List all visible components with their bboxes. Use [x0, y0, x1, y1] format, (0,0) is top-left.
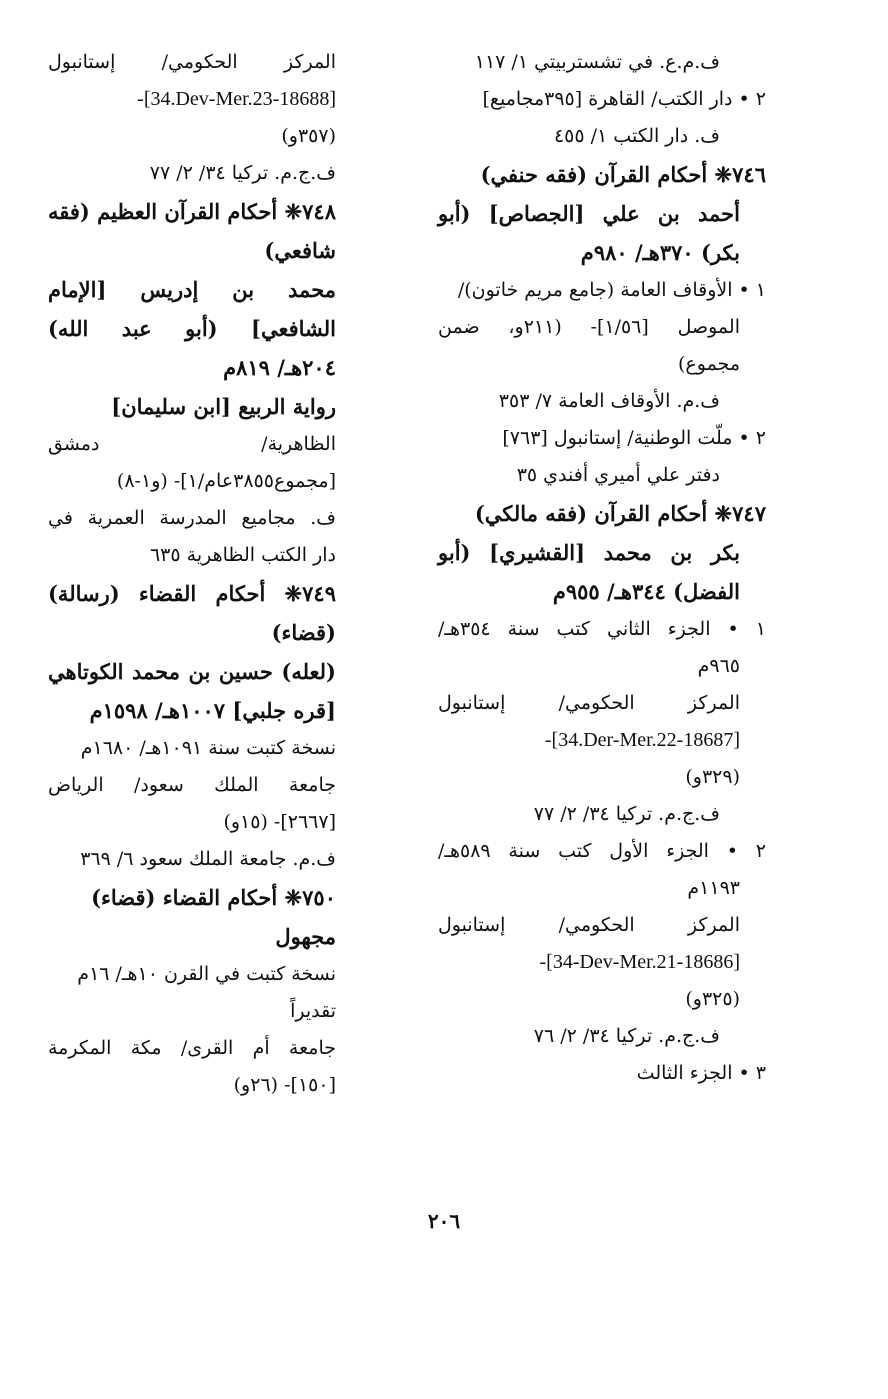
catalog-line: ٢٠٤هـ/ ٨١٩م: [223, 355, 336, 380]
catalog-line: ف.م.ع. في تشستربيتي ١/ ١١٧: [474, 51, 720, 73]
catalog-line: دار الكتب الظاهرية ٦٣٥: [149, 544, 336, 566]
catalog-line: ٧٥٠❈ أحكام القضاء (قضاء): [91, 885, 336, 910]
catalog-line: -[34-Dev-Mer.21-18686]: [539, 951, 740, 973]
catalog-line: ٧٤٨❈ أحكام القرآن العظيم (فقه: [48, 199, 336, 224]
catalog-line: -[34.Dev-Mer.23-18688]: [137, 88, 336, 110]
catalog-line: نسخة كتبت سنة ١٠٩١هـ/ ١٦٨٠م: [80, 737, 336, 759]
catalog-line: الموصل [١/٥٦]- (٢١١و، ضمن: [438, 316, 740, 338]
catalog-line: (لعله) حسين بن محمد الكوتاهي: [48, 659, 336, 684]
catalog-line: ٢ • الجزء الأول كتب سنة ٥٨٩هـ/: [438, 840, 766, 862]
catalog-line: (قضاء): [271, 620, 336, 645]
catalog-line: المركز الحكومي/ إستانبول: [438, 692, 740, 714]
catalog-line: ٣ • الجزء الثالث: [636, 1062, 766, 1084]
catalog-line: ٧٤٦❈ أحكام القرآن (فقه حنفي): [480, 162, 766, 187]
catalog-line: ف.ج.م. تركيا ٣٤/ ٢/ ٧٧: [149, 162, 336, 184]
catalog-line: ف.ج.م. تركيا ٣٤/ ٢/ ٧٦: [533, 1025, 720, 1047]
catalog-line: ف.ج.م. تركيا ٣٤/ ٢/ ٧٧: [533, 803, 720, 825]
catalog-line: (٣٥٧و): [281, 125, 336, 147]
page-number: ٢٠٦: [427, 1209, 461, 1233]
catalog-line: بكر بن محمد [القشيري] (أبو: [438, 540, 740, 565]
catalog-line: ٢ • دار الكتب/ القاهرة [٣٩٥مجاميع]: [482, 88, 766, 110]
catalog-line: ف.م. جامعة الملك سعود ٦/ ٣٦٩: [80, 848, 336, 870]
catalog-line: شافعي): [264, 238, 336, 263]
catalog-line: ١١٩٣م: [687, 877, 740, 899]
catalog-line: ١ • الجزء الثاني كتب سنة ٣٥٤هـ/: [438, 618, 766, 640]
catalog-line: الفضل) ٣٤٤هـ/ ٩٥٥م: [552, 579, 740, 604]
catalog-line: ف. دار الكتب ١/ ٤٥٥: [553, 125, 720, 147]
catalog-line: مجموع): [678, 353, 740, 375]
catalog-line: (٣٢٥و): [685, 988, 740, 1010]
catalog-line: مجهول: [275, 924, 336, 949]
catalog-line: ٧٤٩❈ أحكام القضاء (رسالة): [48, 581, 336, 606]
catalog-line: [٢٦٦٧]- (١٥و): [223, 811, 336, 833]
catalog-line: ١ • الأوقاف العامة (جامع مريم خاتون)/: [457, 279, 766, 301]
catalog-line: [مجموع٣٨٥٥عام/١]- (و١-٨): [116, 470, 336, 492]
right-column: [438, 44, 766, 1092]
catalog-line: بكر) ٣٧٠هـ/ ٩٨٠م: [580, 240, 740, 265]
catalog-line: نسخة كتبت في القرن ١٠هـ/ ١٦م: [77, 963, 336, 985]
catalog-line: ٢ • ملّت الوطنية/ إستانبول [٧٦٣]: [502, 427, 766, 449]
catalog-line: المركز الحكومي/ إستانبول: [48, 51, 336, 73]
catalog-line: دفتر علي أميري أفندي ٣٥: [516, 464, 720, 486]
catalog-line: جامعة أم القرى/ مكة المكرمة: [48, 1037, 336, 1059]
catalog-line: الشافعي] (أبو عبد الله): [48, 316, 336, 341]
catalog-line: ف. مجاميع المدرسة العمرية في: [48, 507, 336, 529]
catalog-line: (٣٢٩و): [685, 766, 740, 788]
catalog-line: المركز الحكومي/ إستانبول: [438, 914, 740, 936]
catalog-line: -[34.Der-Mer.22-18687]: [544, 729, 740, 751]
catalog-line: أحمد بن علي [الجصاص] (أبو: [438, 201, 740, 226]
catalog-line: [قره جلبي] ١٠٠٧هـ/ ١٥٩٨م: [89, 698, 336, 723]
catalog-line: رواية الربيع [ابن سليمان]: [111, 394, 336, 419]
catalog-line: ٩٦٥م: [697, 655, 740, 677]
catalog-line: جامعة الملك سعود/ الرياض: [48, 774, 336, 796]
catalog-line: ف.م. الأوقاف العامة ٧/ ٣٥٣: [498, 390, 720, 412]
catalog-line: الظاهرية/ دمشق: [48, 433, 336, 455]
catalog-line: تقديراً: [290, 1000, 336, 1022]
catalog-line: ٧٤٧❈ أحكام القرآن (فقه مالكي): [474, 501, 766, 526]
catalog-line: [١٥٠]- (٢٦و): [233, 1074, 336, 1096]
left-column: [48, 44, 336, 1104]
catalog-line: محمد بن إدريس [الإمام: [48, 277, 336, 302]
